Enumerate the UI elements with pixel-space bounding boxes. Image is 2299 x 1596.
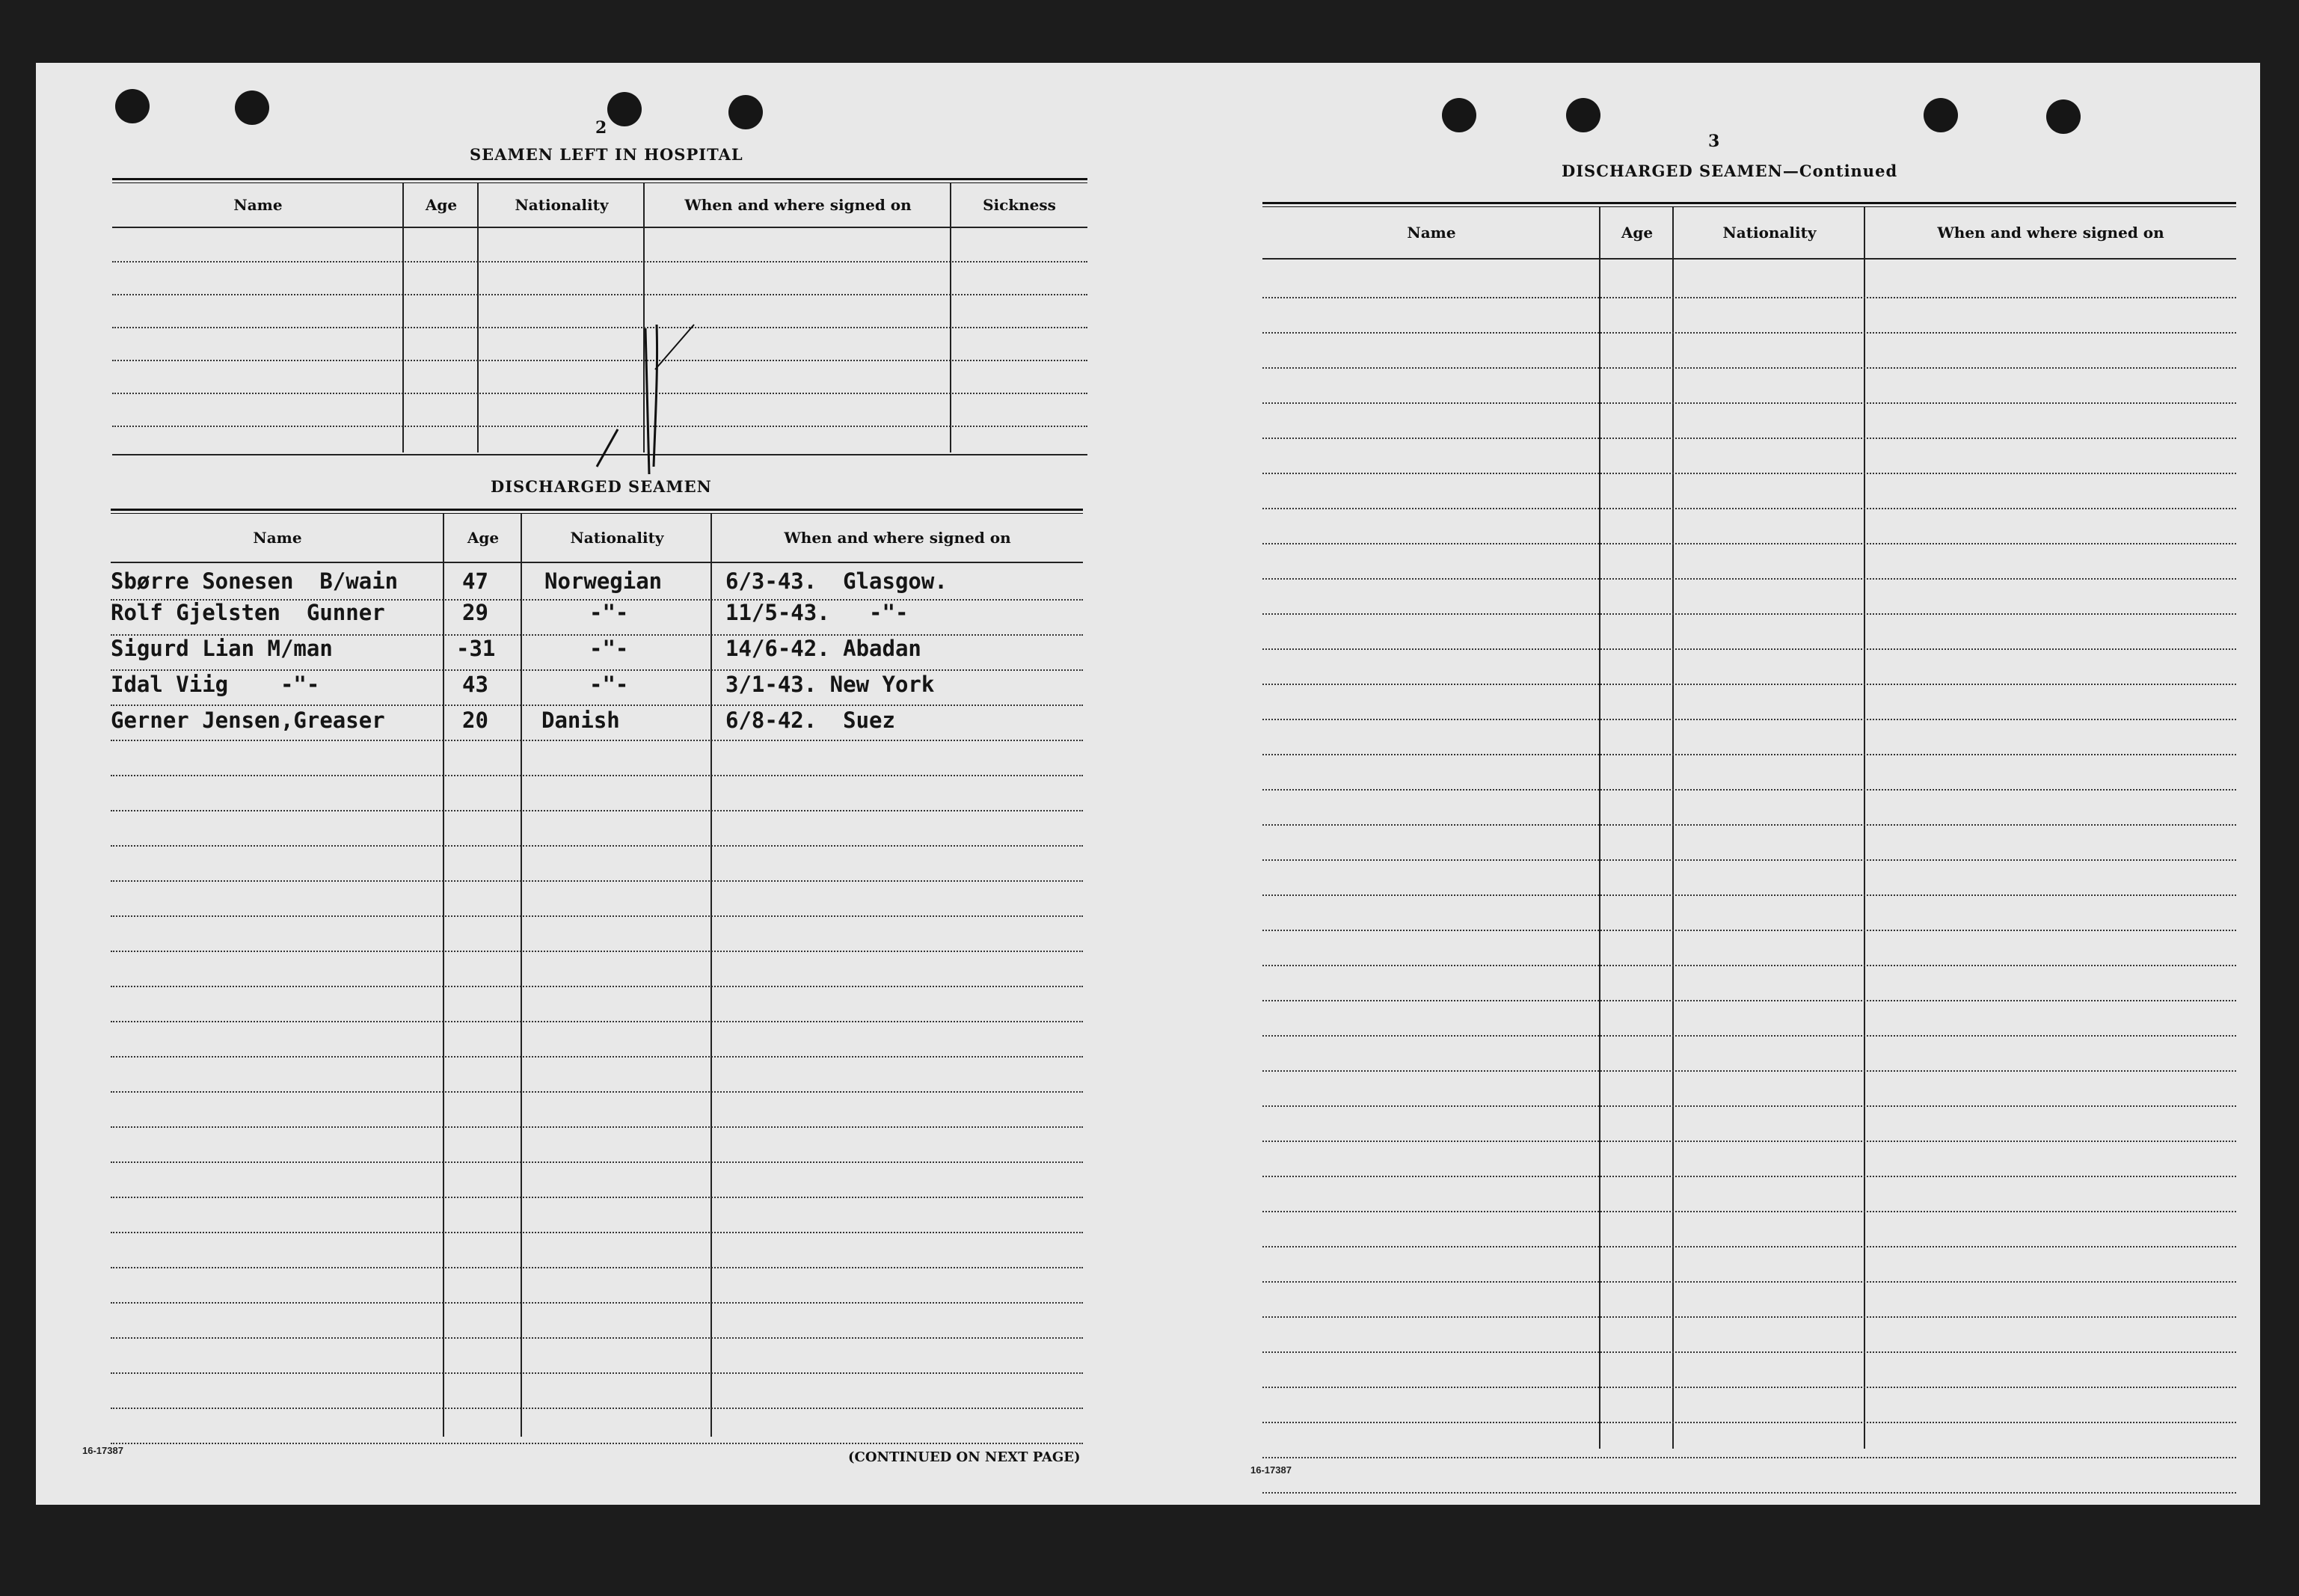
col-header-nationality: Nationality [570,529,664,547]
form-number: 16-17387 [82,1445,123,1456]
seaman-signed-on: 6/3-43. Glasgow. [725,568,948,594]
seaman-name: Sbørre Sonesen B/wain [111,568,399,594]
punch-hole [115,89,150,123]
col-header-age: Age [425,196,458,214]
row-rule [111,1056,1083,1058]
punch-hole [1442,98,1476,132]
row-rule [111,1091,1083,1093]
row-rule [1262,543,2236,544]
row-rule [1262,473,2236,474]
seaman-nationality: Norwegian [544,568,663,594]
discharged-continued-title: DISCHARGED SEAMEN—Continued [1562,162,1898,180]
seaman-name: Rolf Gjelsten Gunner [111,600,385,625]
seaman-signed-on: 14/6-42. Abadan [725,636,921,661]
punch-hole [1924,98,1958,132]
discharged-continued-table [1262,202,2236,1491]
column-divider [1599,207,1600,1449]
row-rule [111,845,1083,847]
row-rule [1262,684,2236,685]
seaman-nationality: -"- [589,672,629,697]
row-rule [111,1372,1083,1374]
seaman-age: 29 [462,600,488,625]
pen-mark [574,310,731,489]
row-rule [111,915,1083,917]
page-number: 3 [1708,132,1720,151]
row-rule [1262,367,2236,369]
row-rule [1262,894,2236,896]
seaman-age: 20 [462,708,488,733]
row-rule [112,261,1087,263]
column-divider [1672,207,1674,1449]
row-rule [1262,1246,2236,1247]
seaman-age: 43 [462,672,488,697]
row-rule [111,1408,1083,1409]
document-sheet [36,63,2260,1505]
seaman-age: 47 [462,568,488,594]
row-rule [1262,332,2236,334]
row-rule [1262,297,2236,298]
col-header-name: Name [253,529,302,547]
row-rule [111,740,1083,741]
row-rule [1262,965,2236,966]
row-rule [1262,719,2236,720]
row-rule [1262,859,2236,861]
row-rule [112,294,1087,295]
col-header-name: Name [233,196,283,214]
row-rule [111,880,1083,882]
discharged-continued-header [1262,206,2236,260]
row-rule [1262,1316,2236,1318]
right-page [1158,63,2260,1505]
seaman-nationality: Danish [541,708,620,733]
punch-hole [2046,99,2081,134]
page-number: 2 [595,118,607,138]
seaman-name: Idal Viig -"- [111,672,320,697]
hospital-table-header [112,182,1087,228]
col-header-nationality: Nationality [1722,224,1817,242]
punch-hole [607,92,642,126]
row-rule [1262,1035,2236,1037]
row-rule [1262,648,2236,650]
col-header-age: Age [467,529,500,547]
row-rule [1262,1387,2236,1388]
row-rule [111,705,1083,706]
row-rule [1262,1211,2236,1212]
column-divider [402,183,404,452]
seaman-signed-on: 6/8-42. Suez [725,708,895,733]
row-rule [111,986,1083,987]
seaman-nationality: -"- [589,600,629,625]
row-rule [1262,1457,2236,1458]
column-divider [950,183,951,452]
seaman-signed-on: 3/1-43. New York [725,672,935,697]
col-header-age: Age [1621,224,1654,242]
row-rule [111,1232,1083,1233]
row-rule [1262,824,2236,826]
column-divider [477,183,479,452]
row-rule [1262,438,2236,439]
column-divider [1864,207,1865,1449]
row-rule [1262,402,2236,404]
row-rule [111,1197,1083,1198]
row-rule [1262,1070,2236,1072]
row-rule [1262,1281,2236,1283]
row-rule [111,1337,1083,1339]
row-rule [1262,1141,2236,1142]
col-header-sickness: Sickness [983,196,1056,214]
row-rule [1262,508,2236,509]
column-divider [710,514,712,1437]
row-rule [1262,1422,2236,1423]
discharged-table-header [111,513,1083,563]
row-rule [111,810,1083,811]
seaman-name: Gerner Jensen,Greaser [111,708,385,733]
row-rule [111,951,1083,952]
discharged-section-title: DISCHARGED SEAMEN [491,477,712,496]
column-divider [443,514,444,1437]
row-rule [1262,789,2236,791]
row-rule [1262,578,2236,580]
row-rule [111,669,1083,671]
column-divider [521,514,522,1437]
hospital-section-title: SEAMEN LEFT IN HOSPITAL [470,145,743,164]
col-header-nationality: Nationality [515,196,609,214]
row-rule [1262,1000,2236,1001]
row-rule [111,1267,1083,1268]
row-rule [111,1302,1083,1304]
seaman-name: Sigurd Lian M/man [111,636,333,661]
row-rule [1262,1105,2236,1107]
row-rule [1262,1492,2236,1494]
row-rule [1262,754,2236,755]
row-rule [1262,613,2236,615]
form-number: 16-17387 [1250,1464,1292,1476]
row-rule [1262,930,2236,931]
row-rule [1262,1176,2236,1177]
row-rule [111,1126,1083,1128]
continued-footer: (CONTINUED ON NEXT PAGE) [848,1449,1081,1465]
row-rule [1262,1351,2236,1353]
punch-hole [728,95,763,129]
seaman-signed-on: 11/5-43. -"- [725,600,909,625]
left-page [36,63,1120,1505]
col-header-name: Name [1407,224,1456,242]
row-rule [111,1443,1083,1444]
col-header-signed-on: When and where signed on [684,196,912,214]
seaman-nationality: -"- [589,636,629,661]
col-header-signed-on: When and where signed on [1937,224,2164,242]
punch-hole [1566,98,1600,132]
col-header-signed-on: When and where signed on [784,529,1011,547]
row-rule [111,775,1083,776]
punch-hole [235,90,269,125]
row-rule [111,1021,1083,1022]
row-rule [111,1161,1083,1163]
seaman-age: -31 [456,636,496,661]
